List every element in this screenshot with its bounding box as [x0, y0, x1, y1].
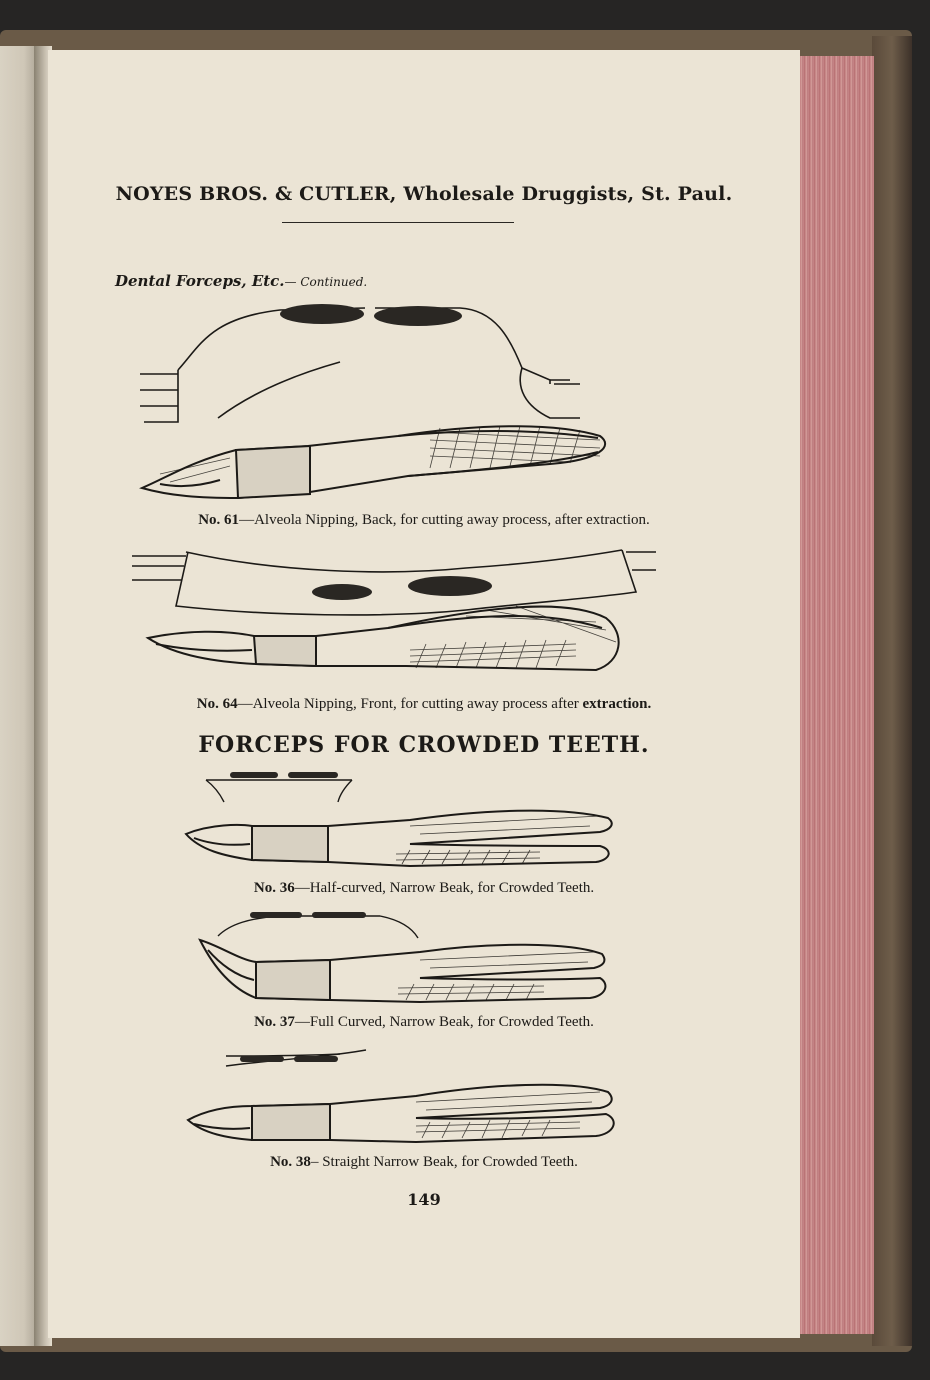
forceps-37-illustration	[190, 906, 620, 1018]
section-title-continued: — Continued.	[284, 275, 368, 289]
head-rule	[282, 222, 514, 223]
item-number: No. 64	[196, 696, 238, 712]
item-description-tail: extraction.	[582, 696, 652, 712]
section-title	[115, 272, 367, 290]
item-description: —Alveola Nipping, Front, for cutting away process after	[237, 696, 583, 712]
item-description: – Straight Narrow Beak, for Crowded Teeth.	[310, 1154, 578, 1170]
item-number: No. 36	[253, 880, 295, 896]
caption-no-61	[48, 512, 800, 529]
item-description: —Half-curved, Narrow Beak, for Crowded Teeth.	[294, 880, 595, 896]
item-number: No. 37	[254, 1014, 295, 1030]
item-number: No. 61	[198, 512, 240, 528]
caption-no-37	[48, 1014, 800, 1031]
page-edge-stack	[798, 56, 874, 1334]
forceps-64-illustration	[126, 538, 666, 690]
subheading-crowded-teeth: FORCEPS FOR CROWDED TEETH.	[198, 732, 650, 758]
item-number: No. 38	[270, 1154, 311, 1170]
item-description: —Full Curved, Narrow Beak, for Crowded Teeth.	[294, 1014, 594, 1030]
forceps-38-illustration	[180, 1044, 620, 1156]
forceps-36-illustration	[180, 766, 620, 878]
forceps-61-illustration	[130, 298, 670, 510]
book-spine	[872, 36, 912, 1346]
running-head: NOYES BROS. & CUTLER, Wholesale Druggists, St. Paul.	[115, 183, 733, 205]
page-number: 149	[407, 1190, 441, 1209]
caption-no-38	[48, 1154, 800, 1171]
item-description: —Alveola Nipping, Back, for cutting away process, after extraction.	[239, 512, 650, 528]
caption-no-64	[48, 696, 800, 713]
section-title-main: Dental Forceps, Etc.	[115, 272, 285, 290]
caption-no-36	[48, 880, 800, 897]
